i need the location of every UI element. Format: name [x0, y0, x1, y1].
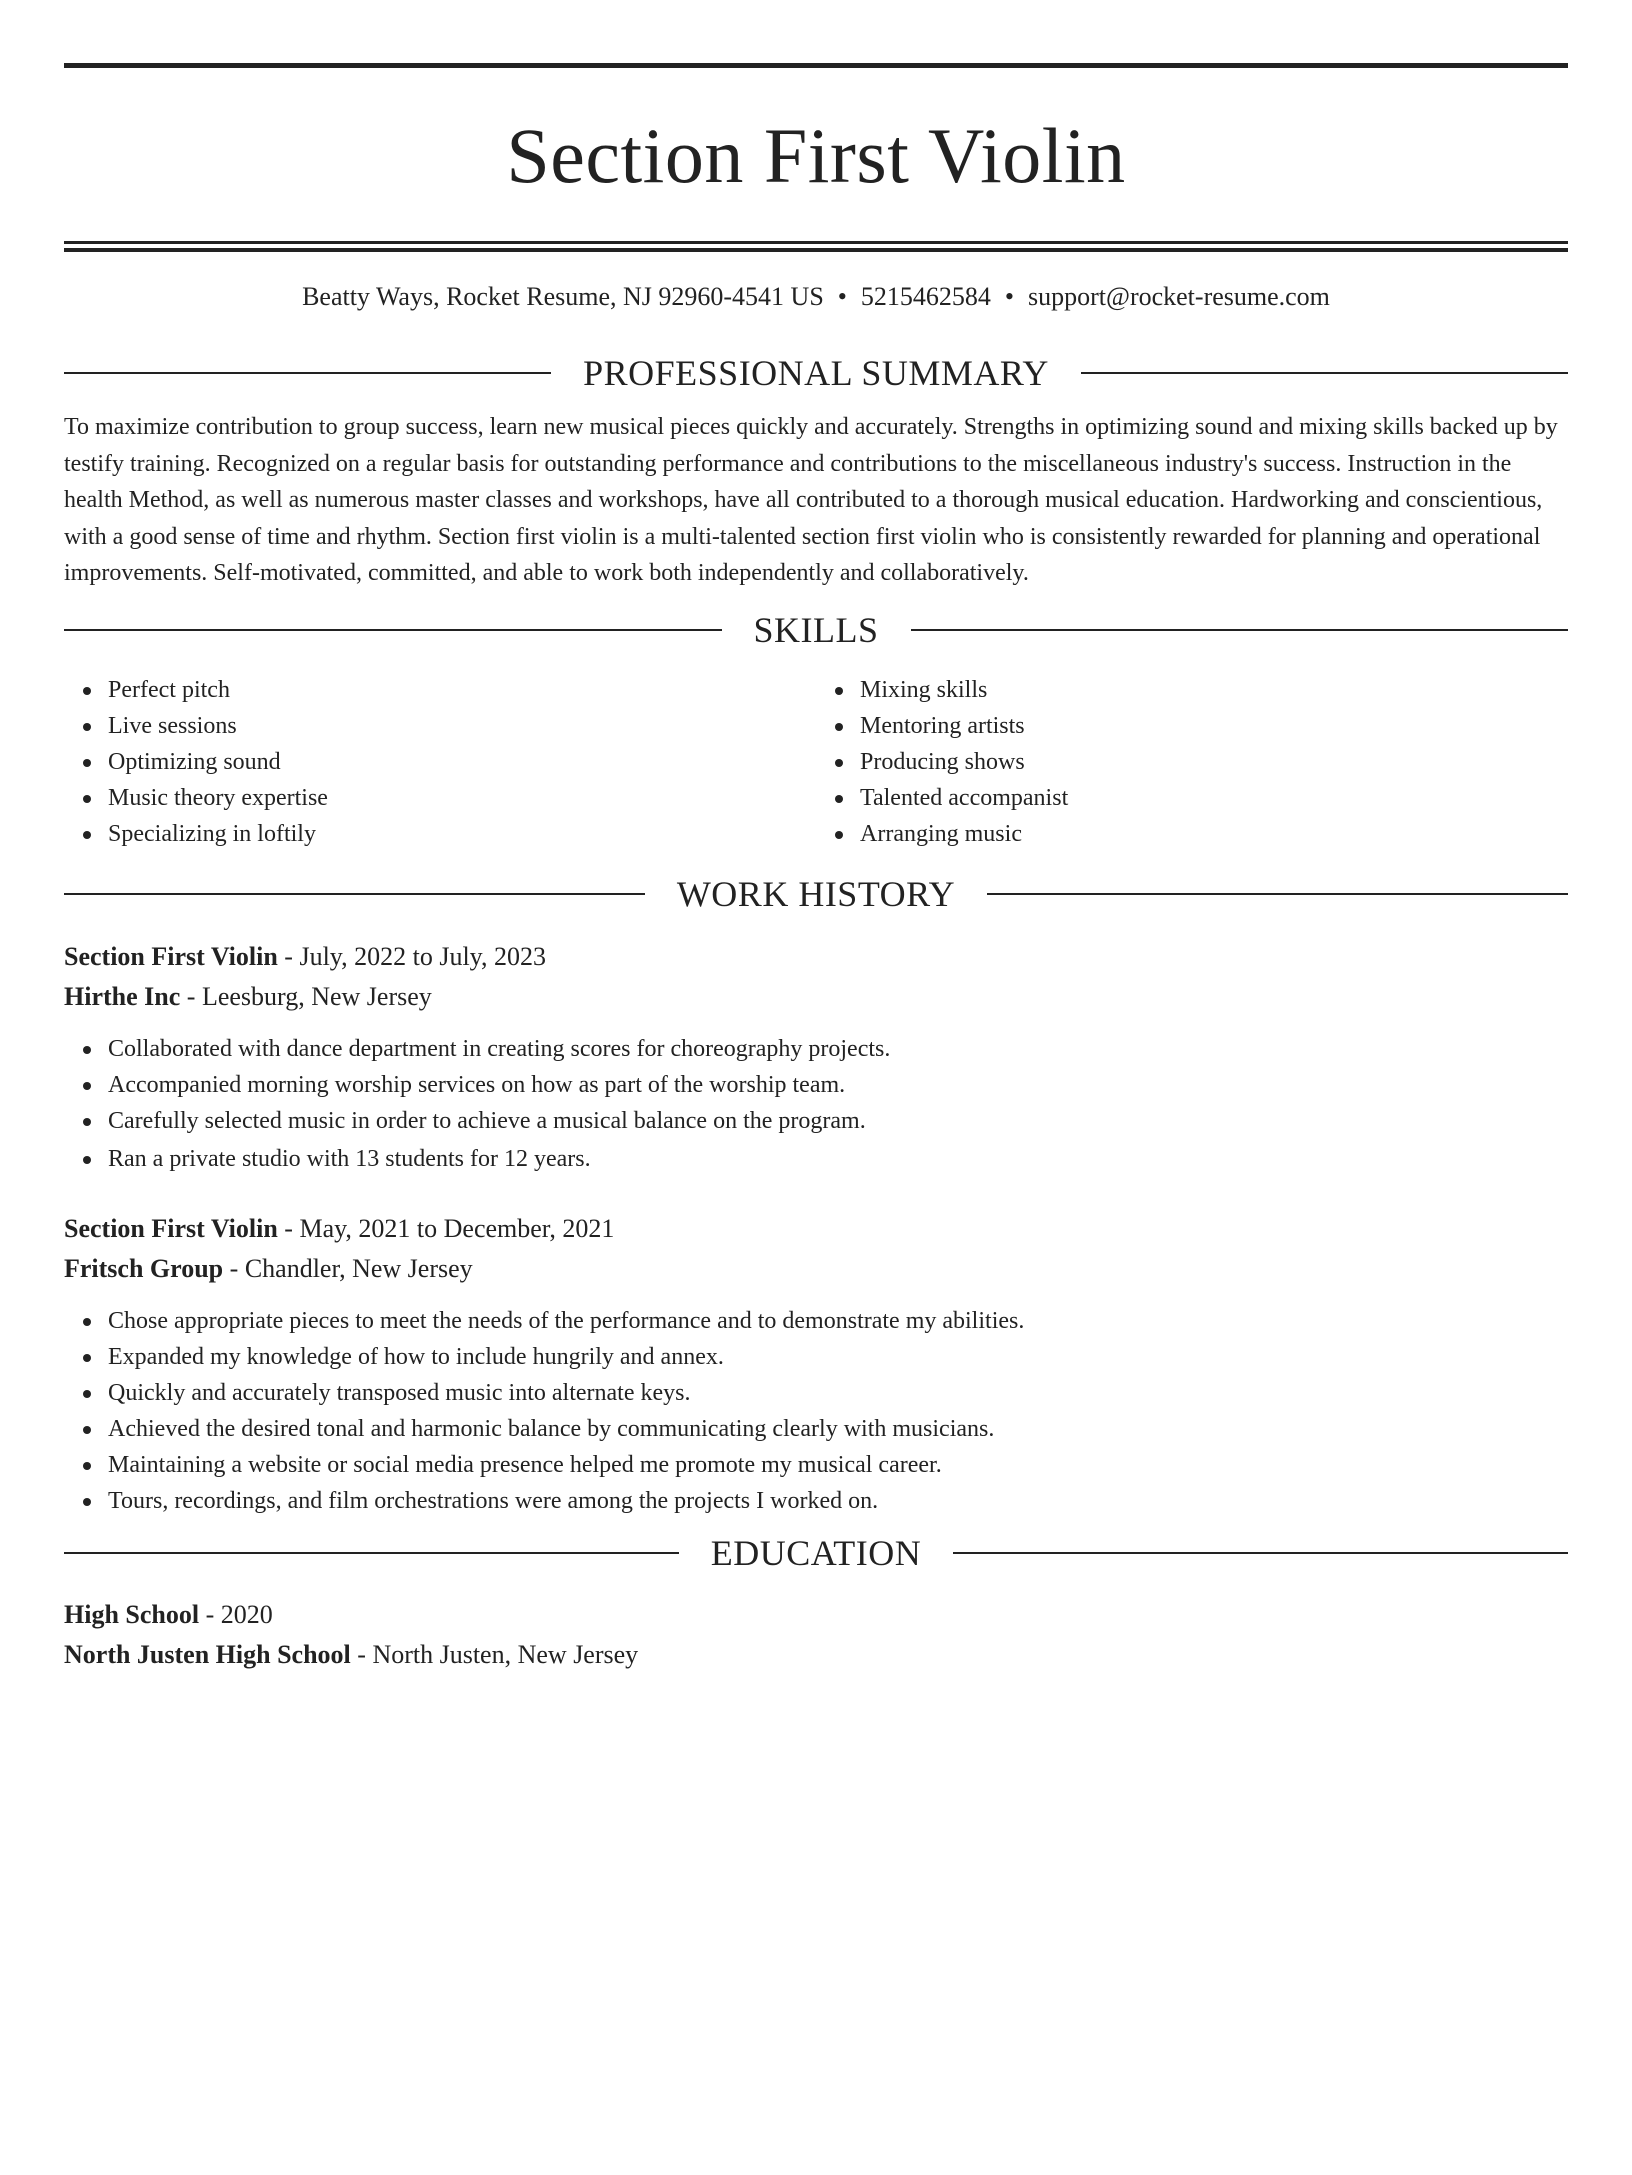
job-bullet: Collaborated with dance department in creating scores for choreography projects. [108, 1031, 1568, 1067]
summary-heading [64, 353, 1568, 393]
heading-rule [64, 629, 722, 631]
summary-heading-title: PROFESSIONAL SUMMARY [583, 353, 1049, 393]
top-rule [64, 63, 1568, 68]
contact-separator: • [837, 282, 847, 311]
job-bullets [64, 1031, 1568, 1177]
education-year: 2020 [220, 1599, 273, 1629]
heading-rule [953, 1552, 1568, 1554]
dash: - [277, 1213, 300, 1243]
skill-item: Talented accompanist [860, 780, 1568, 816]
skill-item: Producing shows [860, 744, 1568, 780]
job-title-line [64, 1209, 1568, 1249]
job-bullet: Carefully selected music in order to achieve a musical balance on the program. [108, 1103, 1568, 1139]
job-bullet: Quickly and accurately transposed music into alternate keys. [108, 1375, 1568, 1411]
contact-phone: 5215462584 [860, 282, 991, 311]
skill-item: Live sessions [108, 708, 816, 744]
education-entry [64, 1595, 1568, 1675]
job-bullet: Accompanied morning worship services on how as part of the worship team. [108, 1067, 1568, 1103]
education-degree: High School [64, 1599, 200, 1629]
job-bullet: Achieved the desired tonal and harmonic balance by communicating clearly with musicians. [108, 1411, 1568, 1447]
dash: - [350, 1639, 373, 1669]
candidate-name: Section First Violin [506, 112, 1126, 199]
job-title-line [64, 937, 1568, 977]
work-heading-title: WORK HISTORY [676, 873, 956, 914]
skill-item: Arranging music [860, 816, 1568, 852]
education-heading [64, 1533, 1568, 1573]
education-location: North Justen, New Jersey [372, 1639, 639, 1669]
contact-separator: • [1004, 282, 1014, 311]
job-bullet: Expanded my knowledge of how to include hungrily and annex. [108, 1339, 1568, 1375]
skills-column-right [816, 672, 1568, 852]
job-bullet: Chose appropriate pieces to meet the needs of the performance and to demonstrate my abilities. [108, 1303, 1568, 1339]
job-bullet: Tours, recordings, and film orchestrations were among the projects I worked on. [108, 1483, 1568, 1519]
job-location: Leesburg, New Jersey [201, 981, 432, 1011]
job-company: Hirthe Inc [64, 981, 181, 1011]
education-degree-line [64, 1595, 1568, 1635]
summary-text: To maximize contribution to group success, learn new musical pieces quickly and accurately. Strengths in optimizing sound and mixing skills backed up by testify training. Recognized on a regular basis for outstanding performance and contributions to the miscellaneous industry's success. Instruction in the health Method, as well as numerous master classes and workshops, have all contributed to a thorough musical education. Hardworking and conscientious, with a good sense of time and rhythm. Section first violin is a multi-talented section first violin who is consistently rewarded for planning and operational improvements. Self-motivated, committed, and able to work both independently and collaboratively. [64, 414, 1558, 586]
contact-line [64, 280, 1568, 314]
job-location: Chandler, New Jersey [244, 1253, 473, 1283]
job-dates: July, 2022 to July, 2023 [299, 941, 546, 971]
education-heading-title: EDUCATION [710, 1532, 922, 1573]
dash: - [223, 1253, 245, 1283]
skills-heading [64, 610, 1568, 650]
contact-email: support@rocket-resume.com [1028, 282, 1330, 311]
job-bullet: Ran a private studio with 13 students for 12 years. [108, 1141, 1568, 1177]
heading-rule [987, 893, 1568, 895]
job-company: Fritsch Group [64, 1253, 224, 1283]
contact-address: Beatty Ways, Rocket Resume, NJ 92960-4541 US [302, 282, 824, 311]
heading-rule [64, 893, 645, 895]
skill-item: Mixing skills [860, 672, 1568, 708]
education-school: North Justen High School [64, 1639, 351, 1669]
dash: - [180, 981, 202, 1011]
job-dates: May, 2021 to December, 2021 [299, 1213, 615, 1243]
job-company-line [64, 1249, 1568, 1289]
heading-rule [1081, 372, 1568, 374]
resume-page [0, 63, 1632, 2175]
dash: - [277, 941, 300, 971]
skills-column-left [64, 672, 816, 852]
skill-item: Optimizing sound [108, 744, 816, 780]
job-entry [64, 937, 1568, 1177]
heading-rule [911, 629, 1569, 631]
skills-heading-title: SKILLS [753, 609, 879, 650]
job-title: Section First Violin [64, 1213, 278, 1243]
job-bullet: Maintaining a website or social media presence helped me promote my musical career. [108, 1447, 1568, 1483]
job-title: Section First Violin [64, 941, 278, 971]
job-bullets [64, 1303, 1568, 1519]
education-school-line [64, 1635, 1568, 1675]
skill-item: Perfect pitch [108, 672, 816, 708]
skills-list [64, 672, 1568, 852]
skill-item: Specializing in loftily [108, 816, 816, 852]
dash: - [199, 1599, 221, 1629]
job-company-line [64, 977, 1568, 1017]
double-rule [64, 241, 1568, 252]
job-entry [64, 1209, 1568, 1519]
skill-item: Mentoring artists [860, 708, 1568, 744]
work-heading [64, 874, 1568, 914]
heading-rule [64, 1552, 679, 1554]
skill-item: Music theory expertise [108, 780, 816, 816]
heading-rule [64, 372, 551, 374]
